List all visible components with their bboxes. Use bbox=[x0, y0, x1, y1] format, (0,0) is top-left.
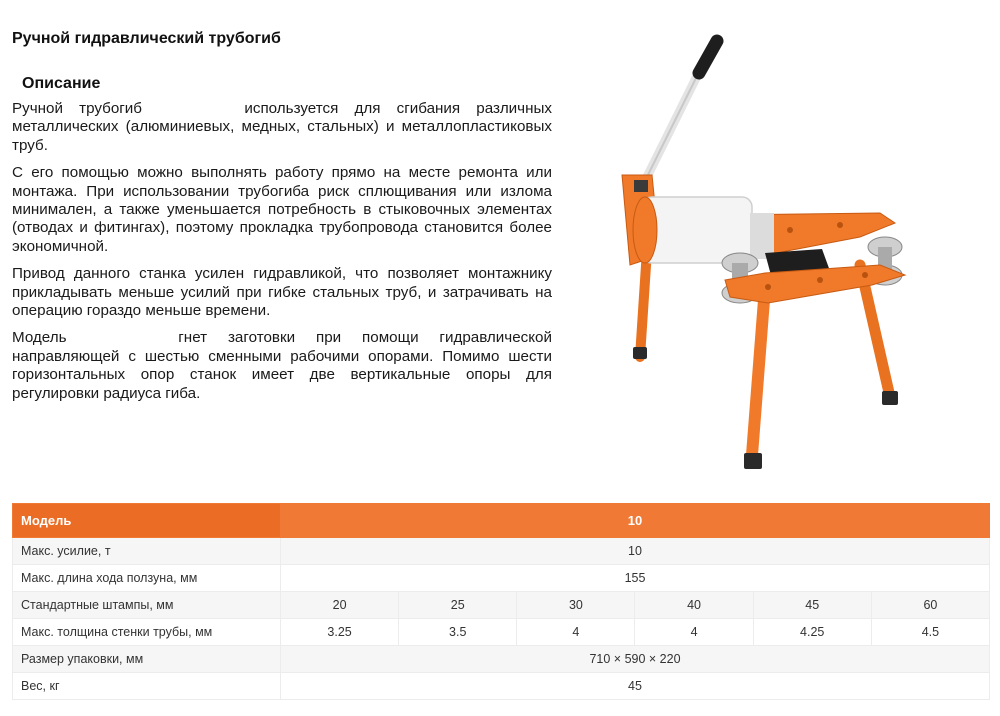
product-image bbox=[560, 25, 980, 485]
page-title: Ручной гидравлический трубогиб bbox=[12, 30, 281, 47]
hydraulic-pipe-bender-icon bbox=[560, 25, 980, 485]
paragraph-1-end: используется для сгибания различных металлических (алюминиевых, медных, стальных) и металлопластиковых труб. bbox=[12, 100, 552, 154]
paragraph-4-start: Модель bbox=[12, 329, 67, 347]
row-cell: 45 bbox=[753, 592, 871, 619]
row-value: 155 bbox=[281, 565, 990, 592]
row-value: 45 bbox=[281, 673, 990, 700]
description-paragraph-3: Привод данного станка усилен гидравликой, что позволяет монтажнику прикладывать меньше усилий при гибке стальных труб, и затрачивать на операцию гораздо меньше времени. bbox=[12, 265, 552, 320]
row-cell: 20 bbox=[281, 592, 399, 619]
row-label: Макс. усилие, т bbox=[13, 538, 281, 565]
specifications-table bbox=[12, 503, 990, 700]
row-label: Макс. длина хода ползуна, мм bbox=[13, 565, 281, 592]
paragraph-4-end: гнет заготовки при помощи гидравлической направляющей с шестью сменными рабочими опорами. Помимо шести горизонтальных опор станок имеет две вертикальные опоры для регулировки радиуса гиба. bbox=[12, 329, 552, 402]
row-cell: 60 bbox=[871, 592, 989, 619]
row-cell: 3.25 bbox=[281, 619, 399, 646]
description-text bbox=[12, 100, 552, 412]
row-label: Стандартные штампы, мм bbox=[13, 592, 281, 619]
row-label: Вес, кг bbox=[13, 673, 281, 700]
row-value: 10 bbox=[281, 538, 990, 565]
description-paragraph-2: С его помощью можно выполнять работу прямо на месте ремонта или монтажа. При использовании трубогиба риск сплющивания или излома минимален, а также уменьшается потребность в стыковочных элементах (отводах и фитингах), поэтому прокладка трубопровода становится более экономичной. bbox=[12, 164, 552, 255]
table-row bbox=[13, 619, 990, 646]
row-cell: 4 bbox=[517, 619, 635, 646]
row-cell: 25 bbox=[399, 592, 517, 619]
header-value: 10 bbox=[281, 504, 990, 538]
row-label: Размер упаковки, мм bbox=[13, 646, 281, 673]
row-cell: 4.5 bbox=[871, 619, 989, 646]
description-paragraph-1 bbox=[12, 100, 552, 155]
row-cell: 4 bbox=[635, 619, 753, 646]
row-value: 710 × 590 × 220 bbox=[281, 646, 990, 673]
row-cell: 3.5 bbox=[399, 619, 517, 646]
row-cell: 40 bbox=[635, 592, 753, 619]
table-header-row bbox=[13, 504, 990, 538]
table-row bbox=[13, 592, 990, 619]
table-row bbox=[13, 673, 990, 700]
row-label: Макс. толщина стенки трубы, мм bbox=[13, 619, 281, 646]
description-paragraph-4 bbox=[12, 329, 552, 403]
header-label: Модель bbox=[13, 504, 281, 538]
row-cell: 4.25 bbox=[753, 619, 871, 646]
paragraph-1-start: Ручной трубогиб bbox=[12, 100, 142, 117]
table-row bbox=[13, 538, 990, 565]
description-heading: Описание bbox=[22, 75, 101, 92]
row-cell: 30 bbox=[517, 592, 635, 619]
table-row bbox=[13, 646, 990, 673]
table-row bbox=[13, 565, 990, 592]
